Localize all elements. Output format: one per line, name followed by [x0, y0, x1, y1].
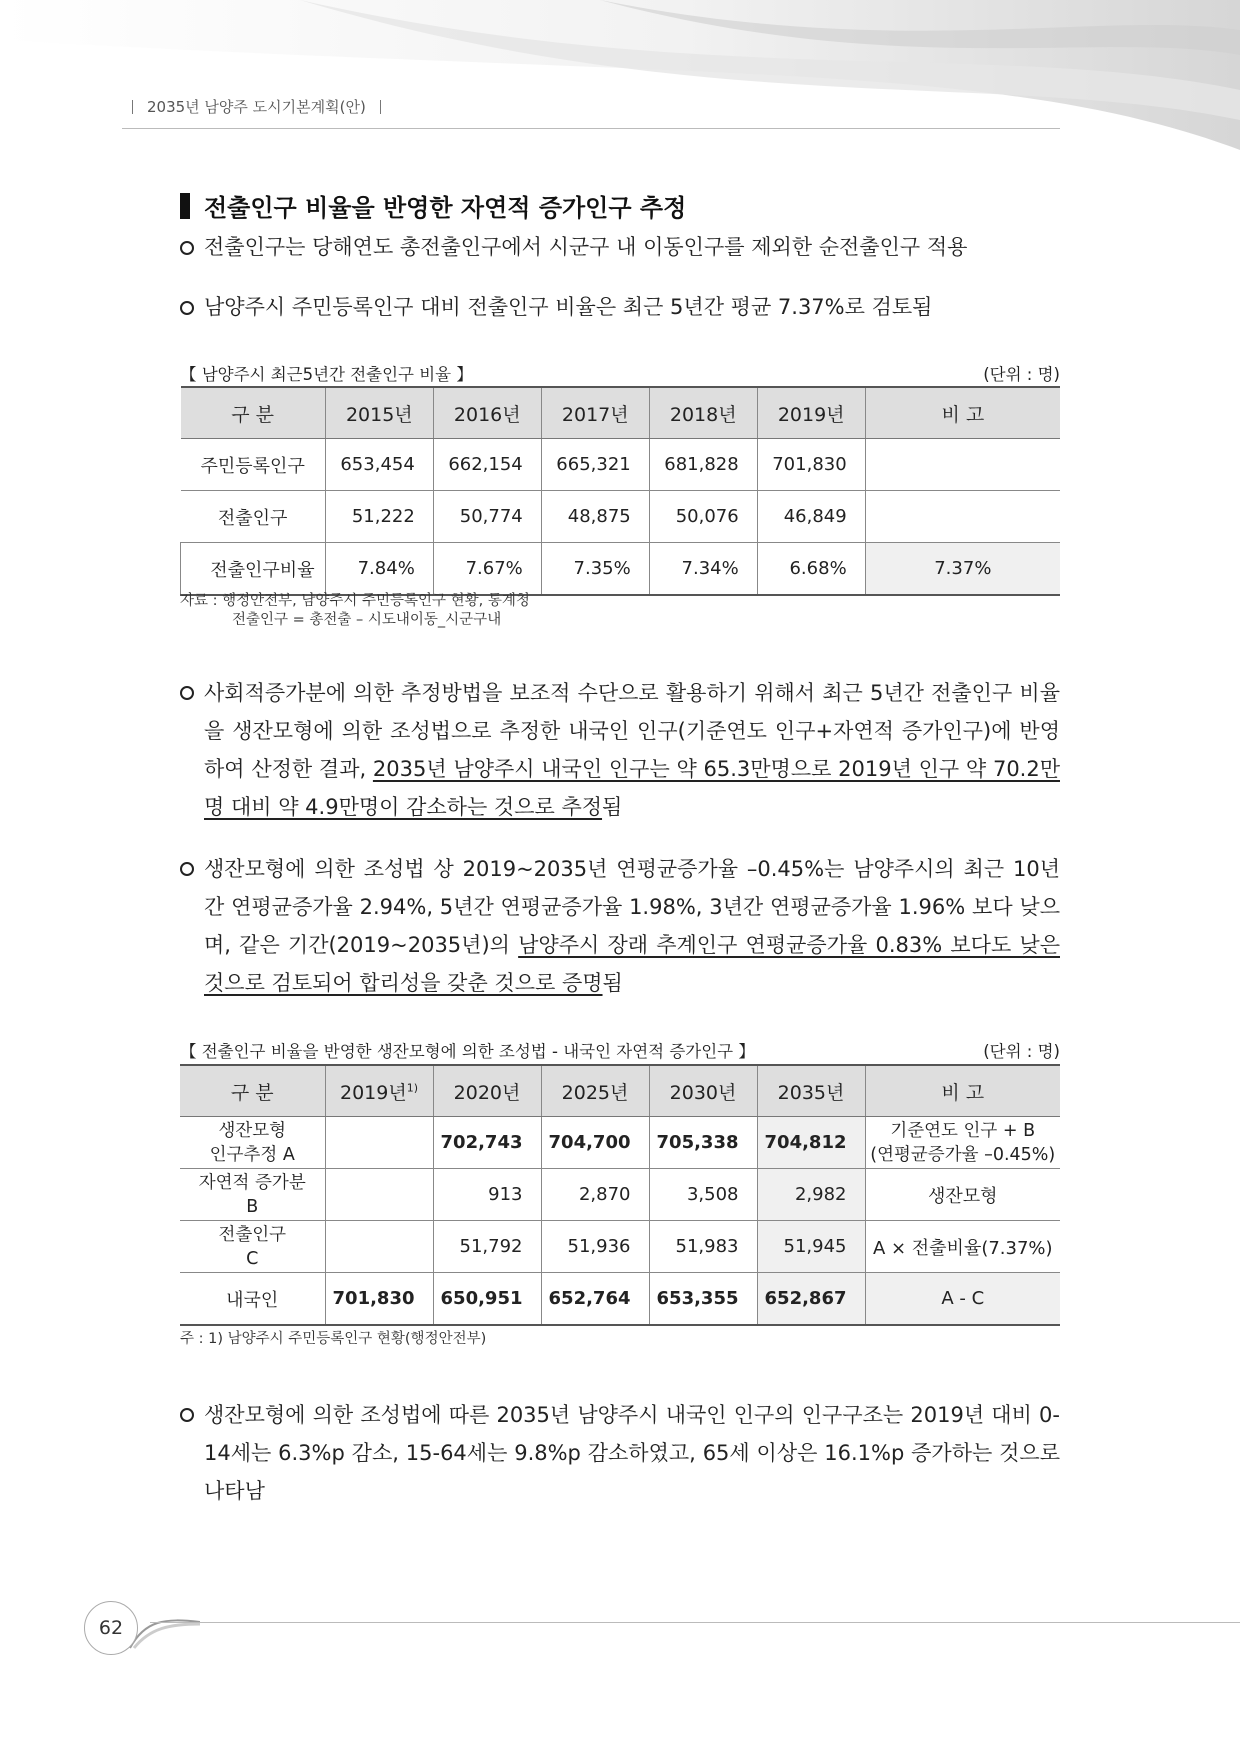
table-row [181, 439, 1061, 491]
footer-rule [150, 1622, 1240, 1623]
bullet-5-text: 생잔모형에 의한 조성법에 따른 2035년 남양주시 내국인 인구의 인구구조는 2019년 대비 0-14세는 6.3%p 감소, 15-64세는 9.8%p 감소하였고, 65세 이상은 16.1%p 증가하는 것으로 나타남 [204, 1403, 1060, 1503]
page-number: 62 [84, 1601, 138, 1655]
bullet-3-text [204, 674, 1060, 826]
table-cell [325, 1221, 433, 1273]
table1-header: 2019년 [757, 387, 865, 439]
bullet-1 [180, 228, 1060, 266]
table-cell: 46,849 [757, 491, 865, 543]
table-cell: 681,828 [649, 439, 757, 491]
table-cell-note [865, 1117, 1060, 1169]
table-cell: 51,945 [757, 1221, 865, 1273]
table-row [180, 1169, 1060, 1221]
bullet-3 [180, 674, 1060, 826]
table1-unit: (단위 : 명) [983, 365, 1060, 384]
bullet-3-underlined: 2035년 남양주시 내국인 인구는 약 65.3만명으로 2019년 인구 약 70.2만명 대비 약 4.9만명이 감소하는 것으로 추정 [204, 757, 1060, 819]
table-cell: 48,875 [541, 491, 649, 543]
row-label-line2: C [246, 1248, 259, 1269]
table1-caption-row [180, 361, 1060, 385]
table-cell: 702,743 [433, 1117, 541, 1169]
table2-header: 구 분 [180, 1065, 325, 1117]
table2-header-superscript: 1) [406, 1081, 418, 1095]
table-cell: 7.35% [541, 543, 649, 596]
section-title-text: 전출인구 비율을 반영한 자연적 증가인구 추정 [204, 194, 687, 222]
bullet-4-plain: 생잔모형에 의한 조성법 상 2019~2035년 연평균증가율 –0.45%는 남양주시의 최근 10년간 연평균증가율 2.94%, 5년간 연평균증가율 1.98%, 3년간 연평균증가율 1.96% 보다 낮으며, 같은 기간(2019~2035년)의 [204, 857, 1060, 957]
table1-source [180, 592, 1060, 630]
table-cell: 662,154 [433, 439, 541, 491]
bullet-2 [180, 288, 1060, 326]
table-cell: 51,792 [433, 1221, 541, 1273]
row-label-line1: 생잔모형 [218, 1120, 287, 1141]
table2-header: 2020년 [433, 1065, 541, 1117]
table2-header: 2030년 [649, 1065, 757, 1117]
table2-header-row [180, 1065, 1060, 1117]
row-label: 전출인구비율 [181, 543, 326, 596]
table-cell: 705,338 [649, 1117, 757, 1169]
table1-source-line1: 자료 : 행정안전부, 남양주시 주민등록인구 현황, 통계청 [180, 593, 530, 609]
table-row [181, 491, 1061, 543]
bullet-5 [180, 1396, 1060, 1510]
running-header [132, 96, 381, 117]
row-label-line2: 인구추정 A [209, 1144, 295, 1165]
section-title [180, 188, 1060, 223]
table-cell: 7.84% [325, 543, 433, 596]
row-label [180, 1169, 325, 1221]
bullet-4-end: 됨 [602, 971, 623, 995]
table-row [180, 1221, 1060, 1273]
bullet-1-text: 전출인구는 당해연도 총전출인구에서 시군구 내 이동인구를 제외한 순전출인구 적용 [204, 235, 968, 259]
bullet-4-underlined: 남양주시 장래 추계인구 연평균증가율 0.83% 보다도 낮은 것으로 검토되어 합리성을 갖춘 것으로 증명 [204, 933, 1060, 995]
bullet-circle-icon [180, 301, 194, 315]
table1 [180, 386, 1060, 596]
row-label: 내국인 [180, 1273, 325, 1326]
header-divider-left [132, 100, 133, 114]
table-cell: 3,508 [649, 1169, 757, 1221]
table-cell: 7.34% [649, 543, 757, 596]
bullet-3-plain: 사회적증가분에 의한 추정방법을 보조적 수단으로 활용하기 위해서 최근 5년간 전출인구 비율을 생잔모형에 의한 조성법으로 추정한 내국인 인구(기준연도 인구+자연적 증가인구)에 반영하여 산정한 결과, [204, 681, 1060, 781]
table1-header: 2015년 [325, 387, 433, 439]
table-cell-note [865, 439, 1060, 491]
table-cell: 51,983 [649, 1221, 757, 1273]
bullet-circle-icon [180, 862, 194, 876]
table-cell: 50,774 [433, 491, 541, 543]
table-cell: 650,951 [433, 1273, 541, 1326]
table1-header: 비 고 [865, 387, 1060, 439]
table-cell: 701,830 [325, 1273, 433, 1326]
table-cell: 652,867 [757, 1273, 865, 1326]
note-line1: 기준연도 인구 + B [890, 1120, 1036, 1141]
table-cell: 653,454 [325, 439, 433, 491]
table1-source-line2: 전출인구 = 총전출 – 시도내이동_시군구내 [232, 612, 502, 628]
table2-unit: (단위 : 명) [983, 1042, 1060, 1061]
row-label-line1: 전출인구 [218, 1224, 287, 1245]
table2-header-2019 [325, 1065, 433, 1117]
table1-header: 2018년 [649, 387, 757, 439]
table2-caption: 【 전출인구 비율을 반영한 생잔모형에 의한 조성법 - 내국인 자연적 증가인구 】 [180, 1042, 755, 1061]
bullet-4-text [204, 850, 1060, 1002]
bullet-circle-icon [180, 686, 194, 700]
table-cell-note: 생잔모형 [865, 1169, 1060, 1221]
table2-header-text: 2019년 [339, 1081, 407, 1104]
table2-header: 비 고 [865, 1065, 1060, 1117]
table-cell: 653,355 [649, 1273, 757, 1326]
table1-header-row [181, 387, 1061, 439]
table-cell: 2,982 [757, 1169, 865, 1221]
table-cell-note: 7.37% [865, 543, 1060, 596]
table-cell: 913 [433, 1169, 541, 1221]
bullet-circle-icon [180, 1408, 194, 1422]
running-header-title: 2035년 남양주 도시기본계획(안) [147, 98, 366, 116]
table1-header: 2016년 [433, 387, 541, 439]
table-cell: 7.67% [433, 543, 541, 596]
table-cell: 51,936 [541, 1221, 649, 1273]
table1-caption: 【 남양주시 최근5년간 전출인구 비율 】 [180, 365, 473, 384]
table2 [180, 1064, 1060, 1326]
header-rule [122, 128, 1060, 129]
row-label [180, 1221, 325, 1273]
table-row [180, 1117, 1060, 1169]
row-label-line2: B [246, 1196, 259, 1217]
table2-header: 2025년 [541, 1065, 649, 1117]
bullet-3-end: 됨 [602, 795, 623, 819]
table1-header: 2017년 [541, 387, 649, 439]
table2-header: 2035년 [757, 1065, 865, 1117]
header-divider-right [380, 100, 381, 114]
table2-footnote: 주 : 1) 남양주시 주민등록인구 현황(행정안전부) [180, 1331, 487, 1347]
table-row [181, 543, 1061, 596]
table-cell: 704,812 [757, 1117, 865, 1169]
table-cell: 701,830 [757, 439, 865, 491]
table-cell [325, 1117, 433, 1169]
section-marker-icon [180, 193, 190, 219]
table2-caption-row [180, 1038, 1060, 1062]
table-cell: 6.68% [757, 543, 865, 596]
row-label: 주민등록인구 [181, 439, 326, 491]
table1-header: 구 분 [181, 387, 326, 439]
table-cell-note [865, 491, 1060, 543]
table-cell: 51,222 [325, 491, 433, 543]
table-cell: 652,764 [541, 1273, 649, 1326]
bullet-4 [180, 850, 1060, 1002]
row-label [180, 1117, 325, 1169]
row-label: 전출인구 [181, 491, 326, 543]
bullet-2-text: 남양주시 주민등록인구 대비 전출인구 비율은 최근 5년간 평균 7.37%로 검토됨 [204, 295, 933, 319]
table-cell: 665,321 [541, 439, 649, 491]
table-row [180, 1273, 1060, 1326]
table-cell-note: A - C [865, 1273, 1060, 1326]
table-cell: 2,870 [541, 1169, 649, 1221]
note-line2: (연평균증가율 –0.45%) [870, 1144, 1056, 1165]
table-cell [325, 1169, 433, 1221]
table-cell: 704,700 [541, 1117, 649, 1169]
table1-wrapper [180, 386, 1060, 596]
bullet-circle-icon [180, 241, 194, 255]
table2-wrapper [180, 1064, 1060, 1326]
table-cell: 50,076 [649, 491, 757, 543]
row-label-line1: 자연적 증가분 [198, 1172, 306, 1193]
table-cell-note: A × 전출비율(7.37%) [865, 1221, 1060, 1273]
